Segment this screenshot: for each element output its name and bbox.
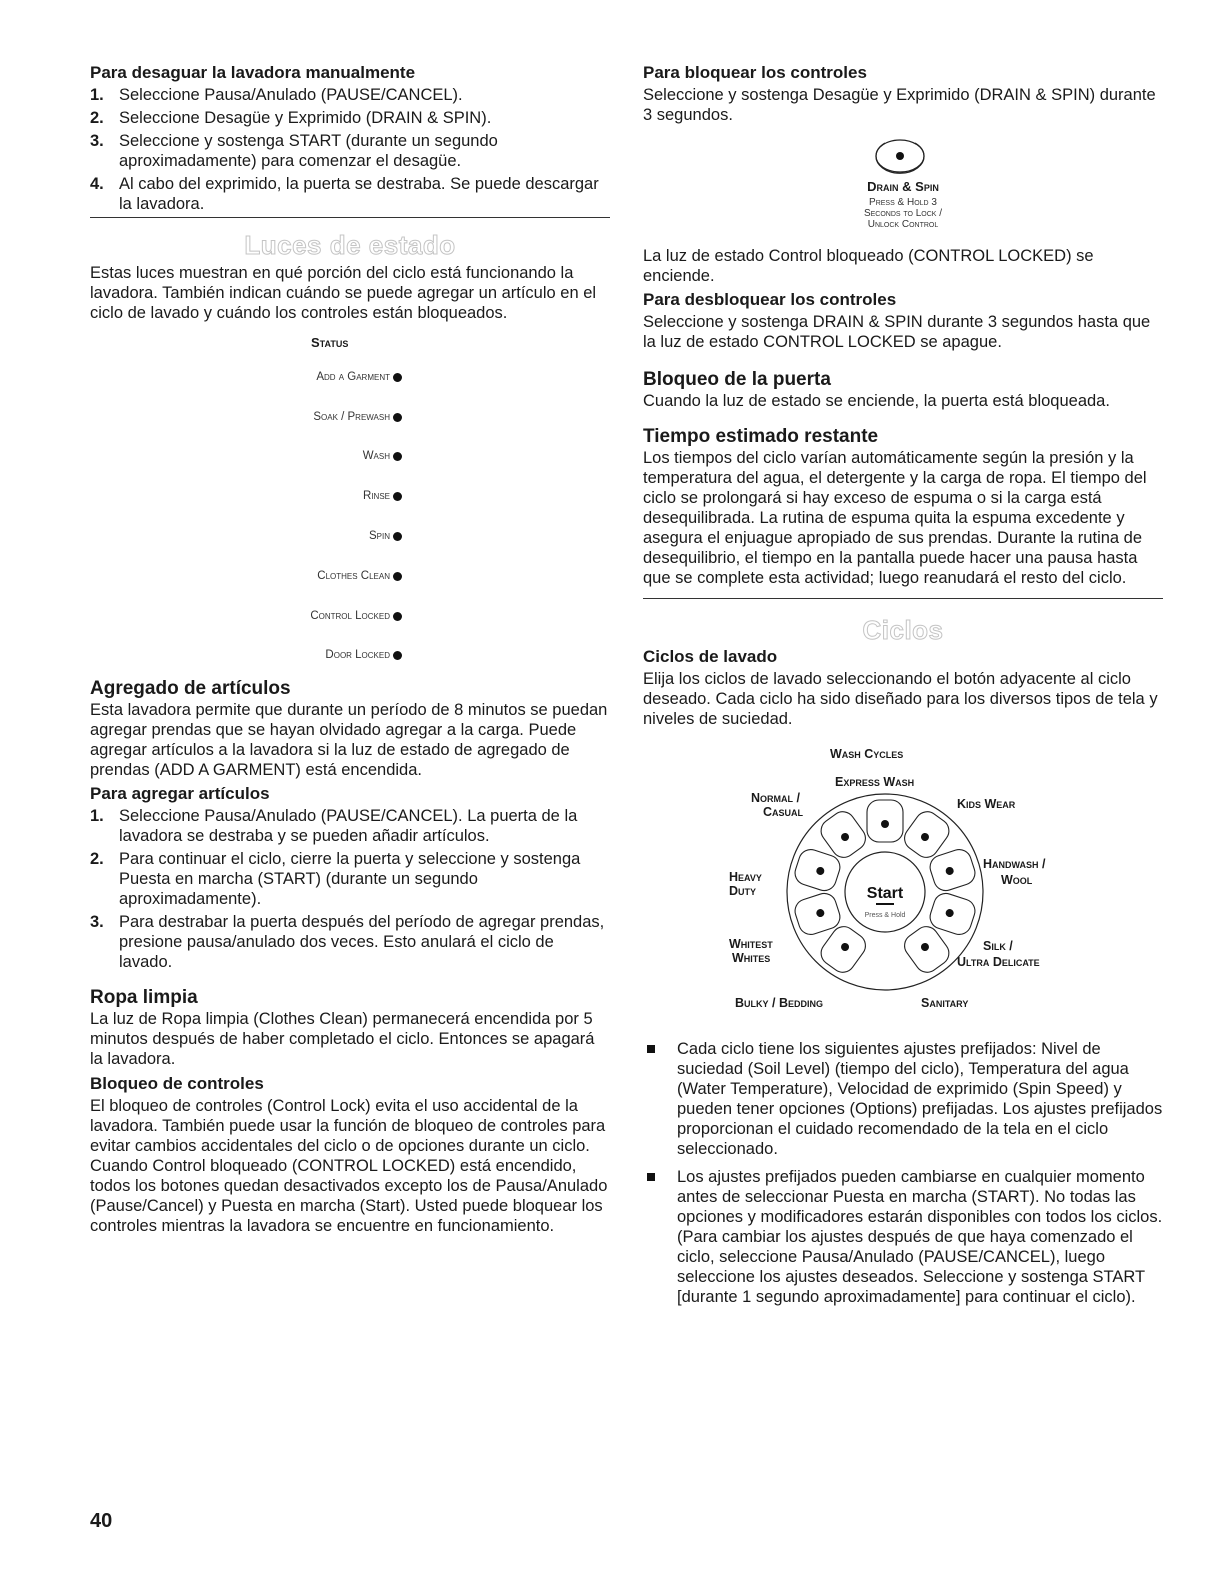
- step-number: 2.: [90, 850, 104, 868]
- cycle-bulky-bedding: Bulky / Bedding: [735, 996, 823, 1010]
- cycle-silk: Silk /: [983, 939, 1013, 953]
- cycles-heading: Ciclos de lavado: [643, 647, 778, 666]
- cycle-casual: Casual: [763, 805, 804, 819]
- step-text: Al cabo del exprimido, la puerta se destraba. Se puede descargar la lavadora.: [119, 175, 599, 213]
- status-light-icon: [393, 651, 402, 660]
- list-item: [90, 849, 610, 909]
- step-text: Seleccione y sostenga START (durante un segundo aproximadamente) para comenzar el desagüe.: [119, 132, 498, 170]
- clean-heading: Ropa limpia: [90, 987, 198, 1008]
- lights-title: Luces de estado: [244, 230, 456, 260]
- status-light-clothes-clean: [317, 570, 402, 582]
- drain-spin-sub1: Press & Hold 3: [869, 197, 937, 208]
- status-light-add-garment: [316, 371, 402, 383]
- drain-heading: Para desaguar la lavadora manualmente: [90, 63, 416, 82]
- cycle-wool: Wool: [1001, 873, 1033, 887]
- drain-spin-sub3: Unlock Control: [867, 219, 939, 230]
- status-label: Door Locked: [325, 649, 390, 661]
- status-title: Status: [311, 335, 349, 350]
- block-heading: Para bloquear los controles: [643, 63, 867, 82]
- add-heading: Agregado de artículos: [90, 678, 291, 699]
- bullet-text: Cada ciclo tiene los siguientes ajustes prefijados: Nivel de suciedad (Soil Level) (tiempo del ciclo), Temperatura del agua (Water Temperature), Velocidad de exprimido (Spin Speed) y pueden tener opciones (Options) prefijadas. Los ajustes prefijados proporcionan el cuidado recomendado de la tela en el ciclo seleccionado.: [677, 1040, 1163, 1158]
- locked-text: La luz de estado Control bloqueado (CONTROL LOCKED) se enciende.: [643, 247, 1094, 285]
- status-light-rinse: [363, 490, 402, 502]
- cycle-sanitary: Sanitary: [921, 996, 969, 1010]
- status-label: Spin: [368, 530, 390, 542]
- wash-cycles-panel: [643, 747, 1163, 1027]
- step-text: Seleccione Desagüe y Exprimido (DRAIN & SPIN).: [119, 109, 492, 127]
- status-label: Soak / Prewash: [313, 411, 390, 423]
- lock-subheading: Bloqueo de controles: [90, 1074, 264, 1093]
- bullet-icon: [647, 1045, 655, 1053]
- block-text: Seleccione y sostenga Desagüe y Exprimido (DRAIN & SPIN) durante 3 segundos.: [643, 86, 1156, 124]
- status-light-icon: [393, 373, 402, 382]
- cycle-ultra-delicate: Ultra Delicate: [957, 955, 1040, 969]
- page-number: 40: [90, 1510, 113, 1532]
- step-text: Seleccione Pausa/Anulado (PAUSE/CANCEL).: [119, 86, 463, 104]
- unblock-heading: Para desbloquear los controles: [643, 290, 897, 309]
- door-text: Cuando la luz de estado se enciende, la puerta está bloqueada.: [643, 392, 1110, 410]
- step-number: 1.: [90, 807, 104, 825]
- list-item: [90, 108, 610, 128]
- door-heading: Bloqueo de la puerta: [643, 369, 831, 390]
- bullet-text: Los ajustes prefijados pueden cambiarse en cualquier momento antes de seleccionar Puesta en marcha (START). No todas las opciones y modificadores estarán disponibles con todos los ciclos. (Para cambiar los ajustes después de que haya comenzado el ciclo, seleccione Pausa/Anulado (PAUSE/CANCEL), luego seleccione los ajustes deseados. Seleccione y sostenga START [durante 1 segundo aproximadamente] para continuar el ciclo).: [677, 1168, 1163, 1306]
- cycles-text: Elija los ciclos de lavado seleccionando el botón adyacente al ciclo deseado. Cada ciclo ha sido diseñado para los diversos tipos de tela y niveles de suciedad.: [643, 670, 1158, 728]
- drain-spin-button-icon: [871, 137, 929, 175]
- lights-text: Estas luces muestran en qué porción del ciclo está funcionando la lavadora. También indican cuándo se puede agregar un artículo en el ciclo de lavado y cuándo los controles están bloqueados.: [90, 264, 597, 322]
- divider: [643, 598, 1163, 599]
- clean-text: La luz de Ropa limpia (Clothes Clean) permanecerá encendida por 5 minutos después de haber completado el ciclo. Entonces se apagará la lavadora.: [90, 1010, 595, 1068]
- cycles-title: Ciclos: [862, 615, 944, 645]
- status-light-soak: [313, 411, 402, 423]
- wash-cycles-title: Wash Cycles: [830, 747, 904, 761]
- left-column: [90, 62, 610, 1236]
- step-number: 3.: [90, 132, 104, 150]
- status-light-icon: [393, 532, 402, 541]
- status-light-icon: [393, 572, 402, 581]
- list-item: [90, 131, 610, 171]
- bullet-icon: [647, 1173, 655, 1181]
- step-text: Para continuar el ciclo, cierre la puerta y seleccione y sostenga Puesta en marcha (START) (durante un segundo aproximadamente).: [119, 850, 581, 908]
- status-label: Wash: [362, 450, 390, 462]
- list-item: [643, 1167, 1163, 1307]
- drain-steps: [90, 85, 610, 214]
- cycle-whites: Whites: [732, 951, 771, 965]
- step-text: Seleccione Pausa/Anulado (PAUSE/CANCEL). La puerta de la lavadora se destraba y se pueden añadir artículos.: [119, 807, 578, 845]
- cycle-dial-icon[interactable]: [770, 782, 1000, 997]
- lock-text: El bloqueo de controles (Control Lock) evita el uso accidental de la lavadora. También puede usar la función de bloqueo de controles para evitar cambios accidentales del ciclo o de opciones durante un ciclo. Cuando Control bloqueado (CONTROL LOCKED) está encendido, todos los botones quedan desactivados excepto los de Pausa/Anulado (Pause/Cancel) y Puesta en marcha (Start). Usted puede bloquear los controles mientras la lavadora se encuentre en funcionamiento.: [90, 1097, 608, 1235]
- status-light-door-locked: [325, 649, 402, 661]
- list-item: [90, 912, 610, 972]
- status-label: Clothes Clean: [317, 570, 390, 582]
- cycle-notes: [643, 1039, 1163, 1307]
- right-column: [643, 62, 1163, 1315]
- list-item: [90, 806, 610, 846]
- step-number: 3.: [90, 913, 104, 931]
- drain-spin-panel: [643, 135, 1163, 233]
- add-text: Esta lavadora permite que durante un período de 8 minutos se puedan agregar prendas que se hayan olvidado agregar a la carga. Puede agregar artículos a la lavadora si la luz de estado de agregado de prendas (ADD A GARMENT) está encendida.: [90, 701, 608, 779]
- time-text: Los tiempos del ciclo varían automáticamente según la presión y la temperatura del agua, el detergente y la carga de ropa. El tiempo del ciclo se prolongará si hay exceso de espuma o si la carga está desequilibrada. La rutina de espuma quita la espuma excedente y asegura el enjuague apropiado de sus prendas. Durante la rutina de desequilibrio, el tiempo en la pantalla puede hacer una pausa hasta que se complete esta actividad; luego reanudará el resto del ciclo.: [643, 449, 1147, 587]
- press-hold-label: Press & Hold: [864, 912, 906, 919]
- step-number: 1.: [90, 86, 104, 104]
- step-number: 2.: [90, 109, 104, 127]
- cycle-kids-wear: Kids Wear: [957, 797, 1016, 811]
- status-light-icon: [393, 452, 402, 461]
- add-steps: [90, 806, 610, 972]
- cycle-handwash: Handwash /: [983, 857, 1046, 871]
- add-subheading: Para agregar artículos: [90, 784, 270, 803]
- status-label: Add a Garment: [316, 371, 390, 383]
- status-light-icon: [393, 492, 402, 501]
- drain-spin-sub2: Seconds to Lock /: [863, 208, 943, 219]
- cycle-normal: Normal /: [751, 791, 800, 805]
- list-item: [90, 174, 610, 214]
- status-light-control-locked: [310, 610, 402, 622]
- time-heading: Tiempo estimado restante: [643, 426, 879, 447]
- start-button-label: Start: [866, 885, 904, 902]
- cycle-whitest: Whitest: [729, 937, 773, 951]
- status-label: Control Locked: [310, 610, 390, 622]
- status-light-icon: [393, 413, 402, 422]
- divider: [90, 217, 610, 218]
- cycle-duty: Duty: [729, 884, 757, 898]
- unblock-text: Seleccione y sostenga DRAIN & SPIN durante 3 segundos hasta que la luz de estado CONTROL LOCKED se apague.: [643, 313, 1151, 351]
- status-light-icon: [393, 612, 402, 621]
- status-light-wash: [363, 450, 402, 462]
- drain-spin-label: Drain & Spin: [867, 179, 939, 194]
- status-panel: [90, 335, 610, 665]
- status-label: Rinse: [363, 490, 390, 502]
- cycle-heavy: Heavy: [729, 870, 762, 884]
- list-item: [90, 85, 610, 105]
- step-number: 4.: [90, 175, 104, 193]
- list-item: [643, 1039, 1163, 1159]
- status-light-spin: [369, 530, 402, 542]
- step-text: Para destrabar la puerta después del período de agregar prendas, presione pausa/anulado dos veces. Esto anulará el ciclo de lavado.: [119, 913, 605, 971]
- cycle-express-wash: Express Wash: [835, 775, 915, 789]
